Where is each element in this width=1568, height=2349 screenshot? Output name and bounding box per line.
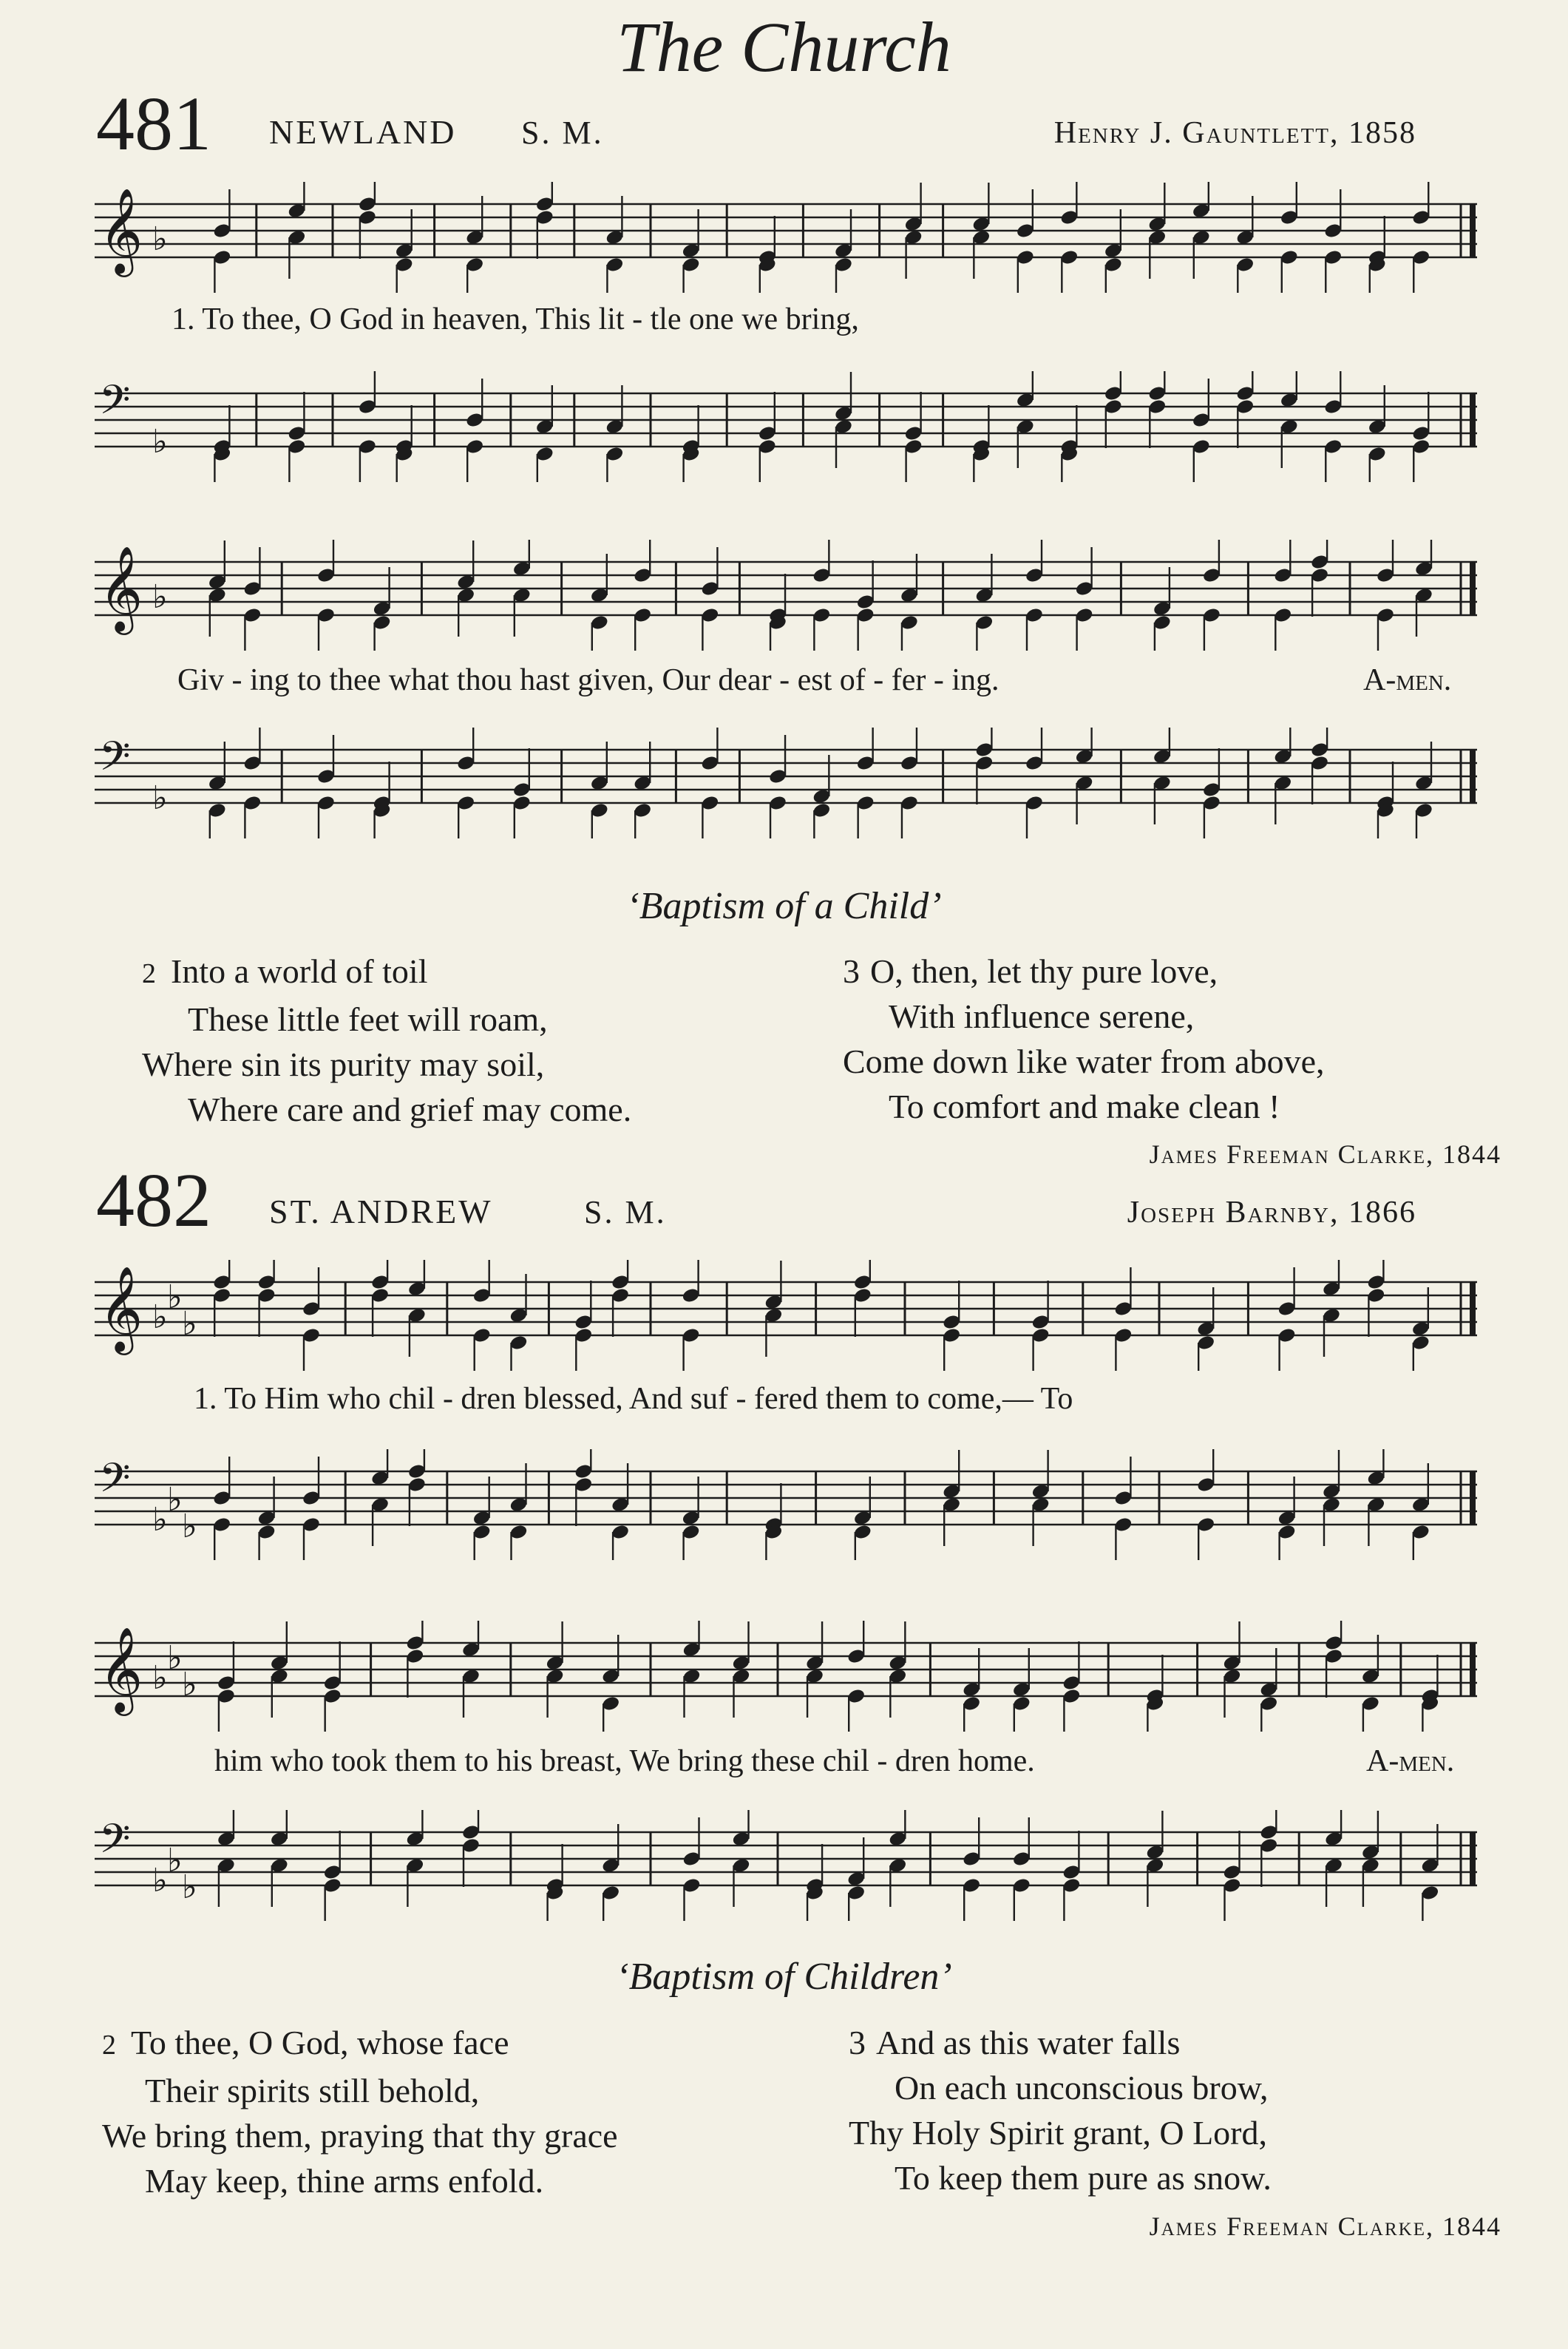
final-barline xyxy=(1470,750,1476,803)
stanza-line: Their spirits still behold, xyxy=(145,2072,480,2109)
hymn-subtitle: ‘Baptism of a Child’ xyxy=(626,885,942,927)
flat-sign-icon: ♭ xyxy=(152,1298,168,1336)
music-staff-treble xyxy=(95,182,1499,293)
flat-sign-icon: ♭ xyxy=(152,1862,168,1899)
composer: Joseph Barnby, 1866 xyxy=(1127,1196,1416,1230)
bass-clef-icon: 𝄢 xyxy=(99,376,131,433)
amen-label: A-men. xyxy=(1366,1744,1455,1778)
music-staff-bass xyxy=(95,728,1499,838)
page-title: The Church xyxy=(617,7,951,87)
music-staff-treble xyxy=(95,1260,1499,1371)
meter: S. M. xyxy=(584,1194,667,1230)
flat-sign-icon: ♭ xyxy=(152,578,168,616)
flat-sign-icon: ♭ xyxy=(182,1305,197,1343)
stanza xyxy=(142,949,631,1132)
author-credit: James Freeman Clarke, 1844 xyxy=(1149,1139,1501,1169)
flat-sign-icon: ♭ xyxy=(182,1666,197,1704)
stanza-line: On each unconscious brow, xyxy=(895,2069,1269,2106)
final-barline xyxy=(1470,1643,1476,1696)
meter: S. M. xyxy=(521,115,604,151)
flat-sign-icon: ♭ xyxy=(152,423,168,461)
stanza-line: And as this water falls xyxy=(876,2024,1181,2061)
stanza-line: We bring them, praying that thy grace xyxy=(102,2117,618,2155)
bass-clef-icon: 𝄢 xyxy=(99,1815,131,1872)
stanza-line: To thee, O God, whose face xyxy=(131,2024,509,2061)
hymn-subtitle: ‘Baptism of Children’ xyxy=(616,1956,952,1998)
treble-clef-icon: 𝄞 xyxy=(99,1626,143,1712)
flat-sign-icon: ♭ xyxy=(167,1639,183,1677)
flat-sign-icon: ♭ xyxy=(167,1481,183,1519)
final-barline xyxy=(1470,1282,1476,1335)
stanza-number: 2 xyxy=(102,2030,116,2061)
stanza-number: 3 xyxy=(849,2024,866,2061)
composer: Henry J. Gauntlett, 1858 xyxy=(1053,116,1416,150)
treble-clef-icon: 𝄞 xyxy=(99,1265,143,1352)
flat-sign-icon: ♭ xyxy=(152,1501,168,1539)
flat-sign-icon: ♭ xyxy=(167,1842,183,1879)
flat-sign-icon: ♭ xyxy=(167,1278,183,1316)
stanza-line: With influence serene, xyxy=(889,997,1195,1035)
final-barline xyxy=(1470,1832,1476,1885)
treble-clef-icon: 𝄞 xyxy=(99,187,143,274)
stanza-line: These little feet will roam, xyxy=(188,1000,548,1038)
amen-label: A-men. xyxy=(1363,663,1452,697)
stanza-number: 3 xyxy=(843,952,860,990)
flat-sign-icon: ♭ xyxy=(182,1868,197,1906)
treble-clef-icon: 𝄞 xyxy=(99,545,143,631)
bass-clef-icon: 𝄢 xyxy=(99,733,131,790)
lyric-line: 1. To Him who chil - dren blessed, And suf - fered them to come,— To xyxy=(194,1382,1073,1416)
tune-name: NEWLAND xyxy=(269,113,457,151)
flat-sign-icon: ♭ xyxy=(152,220,168,258)
stanza-line: Where sin its purity may soil, xyxy=(142,1045,545,1083)
flat-sign-icon: ♭ xyxy=(182,1508,197,1545)
hymn-number: 481 xyxy=(96,81,211,166)
flat-sign-icon: ♭ xyxy=(152,779,168,817)
final-barline xyxy=(1470,1471,1476,1525)
final-barline xyxy=(1470,562,1476,615)
stanza xyxy=(843,949,1324,1129)
stanza-line: Into a world of toil xyxy=(171,952,428,990)
music-staff-bass xyxy=(95,1449,1499,1560)
stanza-line: To keep them pure as snow. xyxy=(895,2159,1272,2197)
music-staff-treble xyxy=(95,1621,1499,1732)
hymn-number: 482 xyxy=(96,1158,211,1243)
bass-clef-icon: 𝄢 xyxy=(99,1454,131,1511)
music-staff-bass xyxy=(95,1810,1499,1921)
stanza-line: To comfort and make clean ! xyxy=(889,1088,1280,1125)
final-barline xyxy=(1470,393,1476,447)
stanza-line: O, then, let thy pure love, xyxy=(870,952,1218,990)
stanza-line: Where care and grief may come. xyxy=(188,1091,632,1128)
final-barline xyxy=(1470,204,1476,257)
tune-name: ST. ANDREW xyxy=(269,1193,493,1230)
music-staff-treble xyxy=(95,540,1499,651)
lyric-line: Giv - ing to thee what thou hast given, Our dear - est of - fer - ing. xyxy=(177,663,999,697)
stanza xyxy=(102,2020,618,2203)
stanza xyxy=(849,2020,1272,2200)
flat-sign-icon: ♭ xyxy=(152,1659,168,1697)
lyric-line: 1. To thee, O God in heaven, This lit - tle one we bring, xyxy=(172,302,859,336)
stanza-line: Thy Holy Spirit grant, O Lord, xyxy=(849,2114,1267,2152)
music-staff-bass xyxy=(95,371,1499,482)
stanza-line: May keep, thine arms enfold. xyxy=(145,2162,544,2200)
author-credit: James Freeman Clarke, 1844 xyxy=(1149,2211,1501,2241)
lyric-line: him who took them to his breast, We bring these chil - dren home. xyxy=(214,1744,1035,1778)
stanza-number: 2 xyxy=(142,958,156,989)
stanza-line: Come down like water from above, xyxy=(843,1043,1325,1080)
